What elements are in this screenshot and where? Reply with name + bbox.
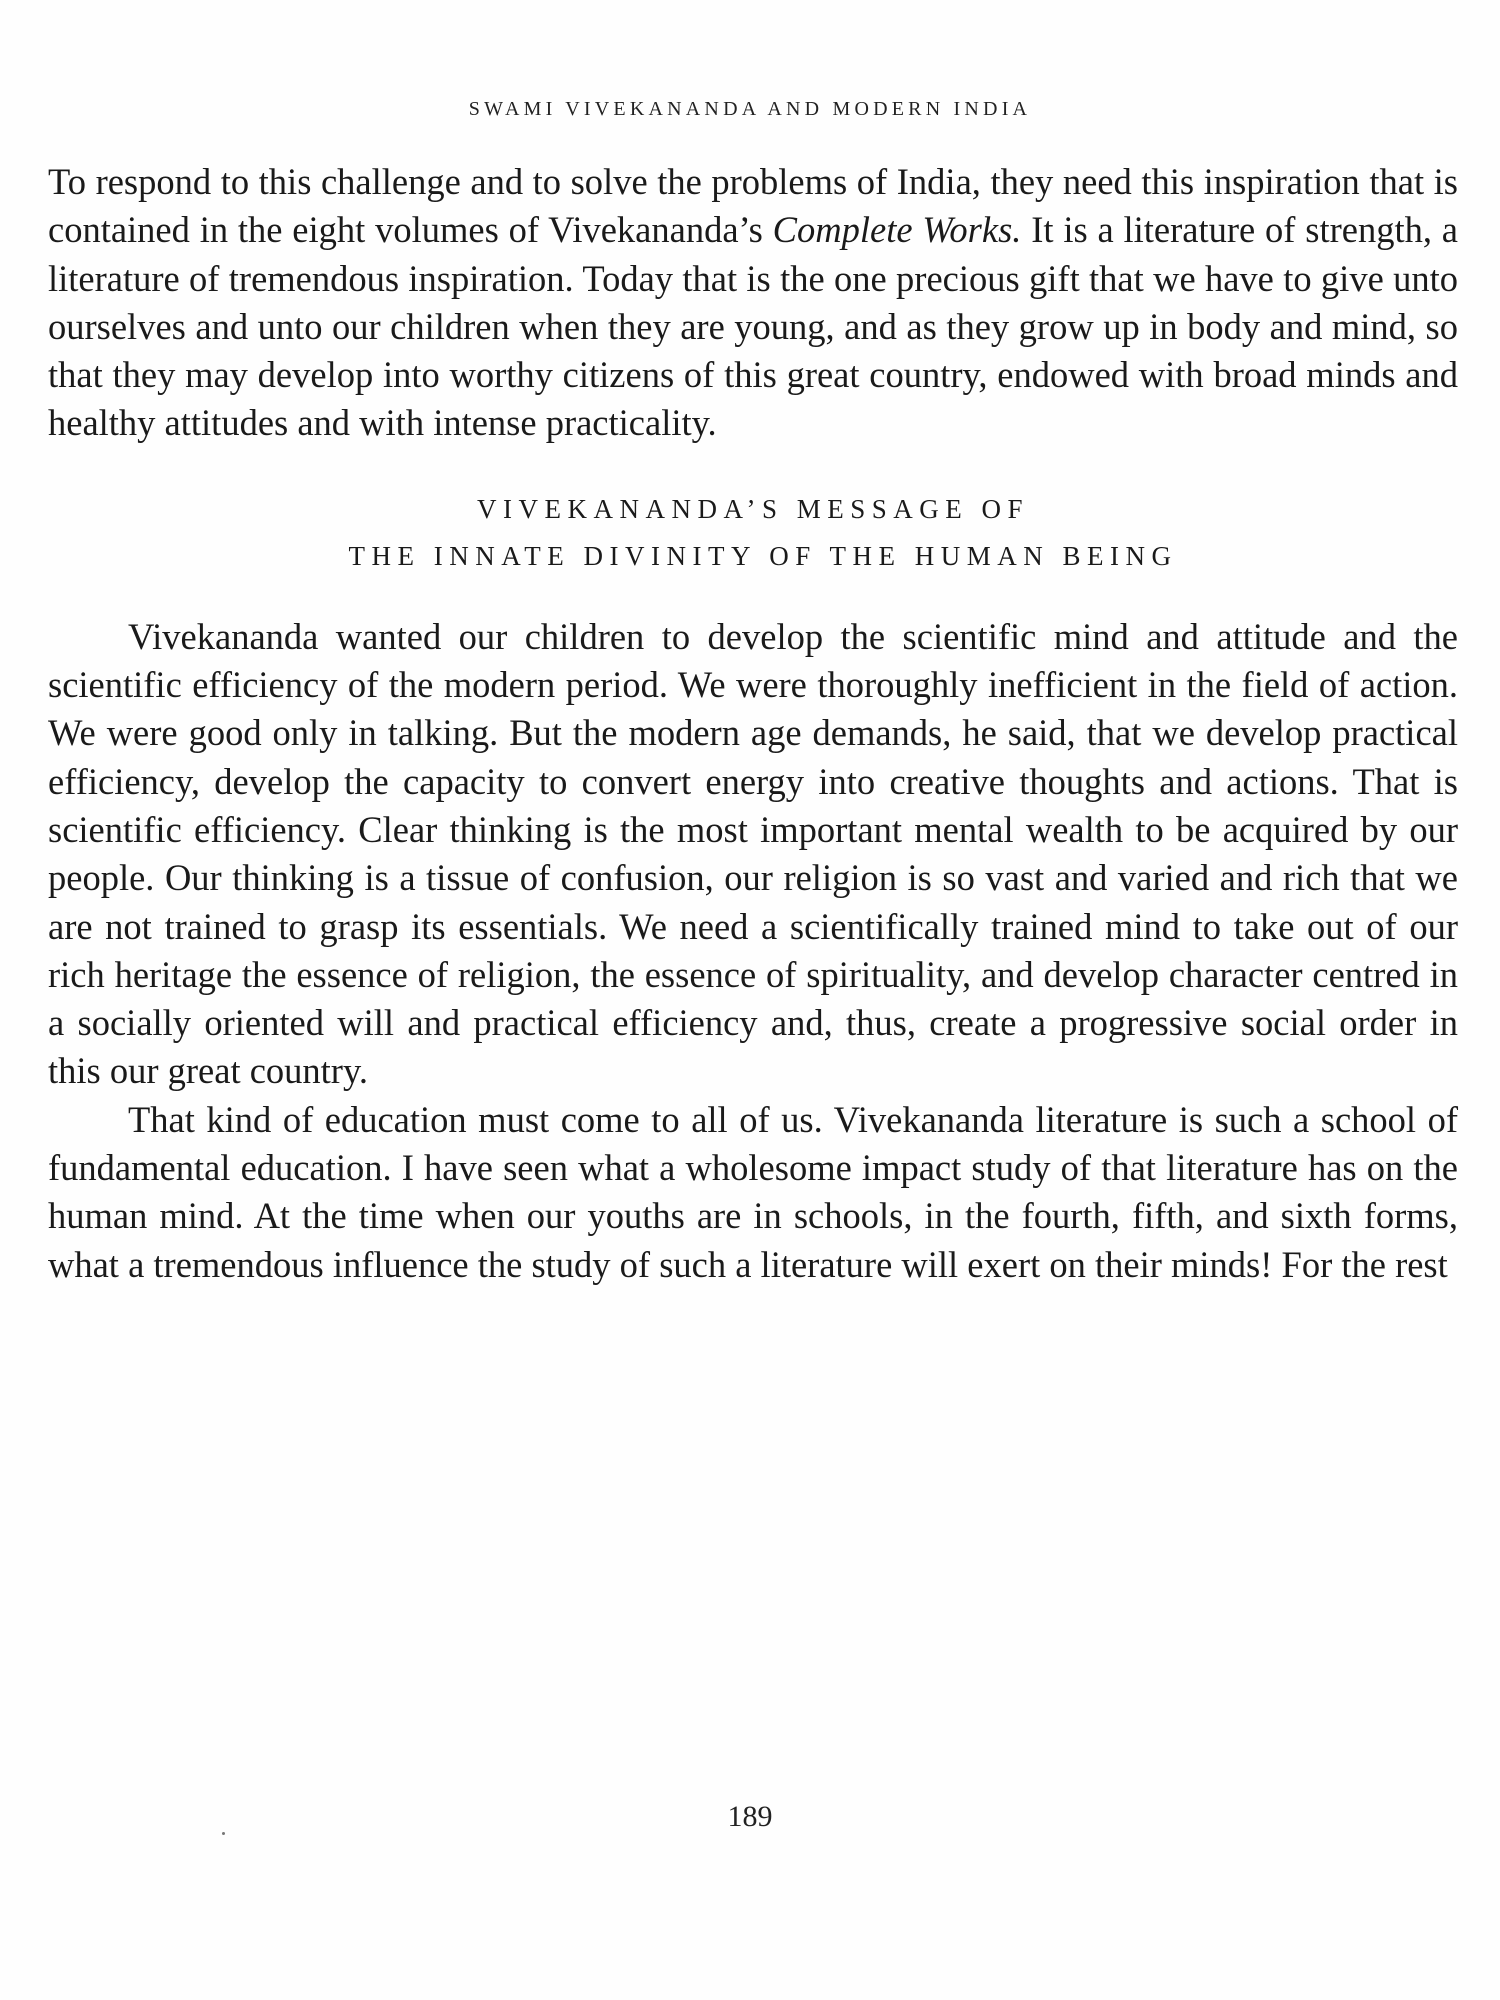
print-speck <box>222 1832 225 1835</box>
paragraph-challenge-text-b: It is a literature of strength, a literature of tremendous inspiration. Today that is the one precious gift that we have to give unto ourselves and unto our children when they are young, and as they grow up in body and mind, so that they may develop into worthy citizens of this great country, endowed with broad minds and healthy attitudes and with intense practicality. <box>48 209 1458 444</box>
body-text <box>48 158 1458 1289</box>
section-heading <box>48 486 1458 580</box>
paragraph-education: That kind of education must come to all of us. Vivekananda literature is such a school of fundamental education. I have seen what a wholesome impact study of that literature has on the human mind. At the time when our youths are in schools, in the fourth, fifth, and sixth forms, what a tremendous influence the study of such a literature will exert on their minds! For the rest <box>48 1098 1458 1285</box>
running-head: SWAMI VIVEKANANDA AND MODERN INDIA <box>468 98 1032 120</box>
paragraph-challenge <box>48 158 1458 448</box>
complete-works-title: Complete Works. <box>772 209 1022 251</box>
section-heading-line-2: THE INNATE DIVINITY OF THE HUMAN BEING <box>348 540 1178 571</box>
page-number: 189 <box>727 1800 773 1833</box>
section-heading-line-1: VIVEKANANDA’S MESSAGE OF <box>476 493 1030 524</box>
paragraph-challenge-text-a: To respond to this challenge and to solve the problems of India, they need this inspiration that is contained in the eight volumes of Vivekananda’s <box>48 161 1458 251</box>
paragraph-scientific-mind: Vivekananda wanted our children to develop the scientific mind and attitude and the scientific efficiency of the modern period. We were thoroughly inefficient in the field of action. We were good only in talking. But the modern age demands, he said, that we develop practical efficiency, develop the capacity to convert energy into creative thoughts and actions. That is scientific efficiency. Clear thinking is the most important mental wealth to be acquired by our people. Our thinking is a tissue of confusion, our religion is so vast and varied and rich that we are not trained to grasp its essentials. We need a scientifically trained mind to take out of our rich heritage the essence of religion, the essence of spirituality, and develop character centred in a socially oriented will and practical efficiency and, thus, create a progressive social order in this our great country. <box>48 615 1458 1092</box>
